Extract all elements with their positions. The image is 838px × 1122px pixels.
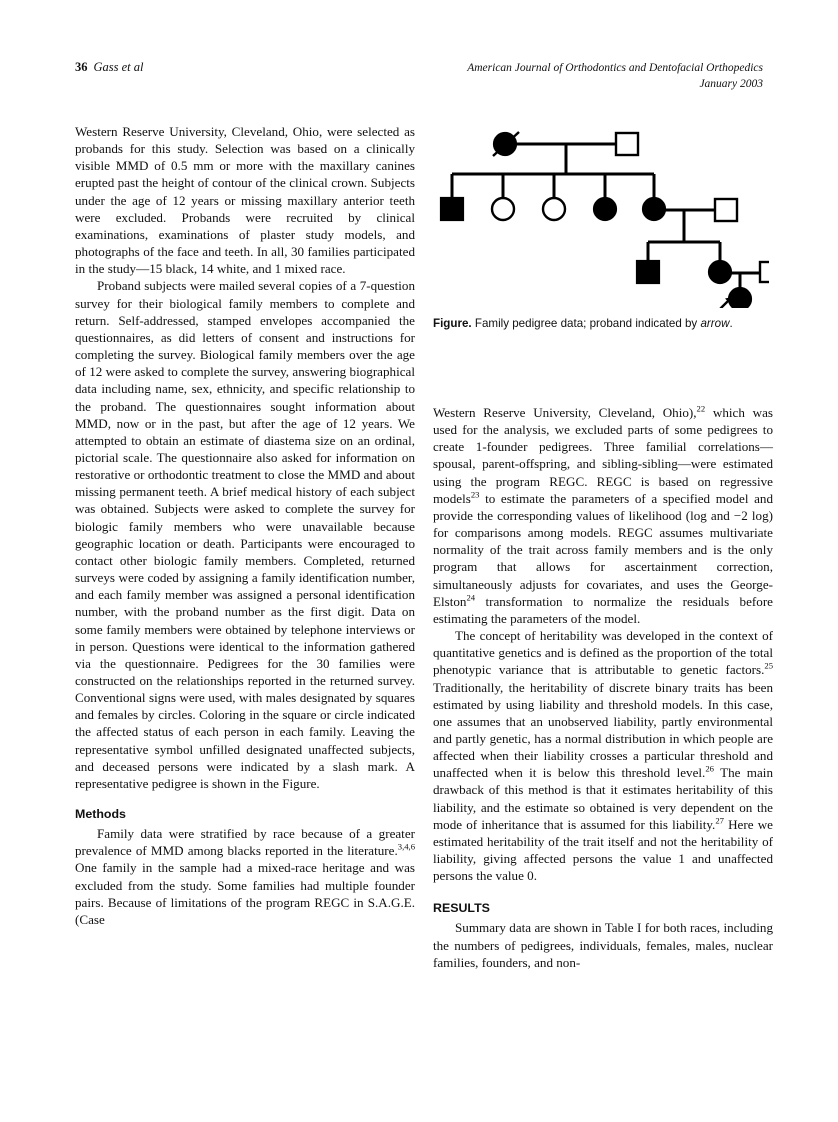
paragraph: Western Reserve University, Cleveland, Ohio, were selected as probands for this study. Selection was based on a clinically visible MMD of 0.5 mm or more with the maxillary canines erupted past the height of contour of the clinical crown. Subjects under the age of 12 years or missing maxillary anterior teeth were excluded. Probands were recruited by clinical examinations, examinations of plaster study models, and photographs of the face and teeth. In all, 30 families participated in the study—15 black, 14 white, and 1 mixed race. [75, 124, 415, 277]
citation-superscript: 26 [705, 763, 714, 774]
paragraph: Summary data are shown in Table I for both races, including the numbers of pedigrees, individuals, females, males, nuclear families, founders, and non- [433, 920, 773, 970]
paragraph-text: One family in the sample had a mixed-race heritage and was excluded from the study. Some families had multiple founder pairs. Because of limitations of the program REGC in S.A.G.E. (Case [75, 860, 415, 927]
paragraph [433, 404, 773, 627]
right-text-column [433, 404, 773, 971]
citation-superscript: 23 [470, 489, 480, 500]
pedigree-diagram [433, 118, 769, 308]
citation-superscript: 22 [696, 403, 706, 414]
symbol-affected-male-gen3 [637, 261, 659, 283]
section-heading-results: RESULTS [433, 901, 490, 916]
paragraph-text: The concept of heritability was developed in the context of quantitative genetics and is defined as the proportion of the total phenotypic variance that is attributable to genetic factors. [433, 628, 773, 678]
symbol-affected-female-gen2-a [594, 198, 616, 220]
symbol-affected-female-proband [729, 288, 751, 308]
citation-superscript: 3,4,6 [397, 841, 415, 852]
paragraph-text: which was used for the analysis, we excluded parts of some pedigrees to create 1-founder pedigrees. Three familial correlations—spousal, parent-offspring, and sibling-sibling—were estimated using the program REGC. REGC is based on regressive models [433, 405, 773, 506]
paragraph-text: to estimate the parameters of a specified model and provide the corresponding values of likelihood (log and −2 log) for comparisons among models. REGC assumes multivariate normality of the trait across family members and is the only program that allows for ascertainment correction, simultaneously adjusts for covariates, and uses the George-Elston [433, 490, 773, 609]
symbol-affected-female-gen3 [709, 261, 731, 283]
symbol-unaffected-female-gen2-b [543, 198, 565, 220]
paragraph-text: Traditionally, the heritability of discrete binary traits has been estimated by using liability and threshold models. In this case, one assumes that an unobserved liability, partly environmental and partly genetic, has a normal distribution in which people are affected when their liability crosses a particular threshold and unaffected when it is below this threshold level. [433, 679, 773, 781]
symbol-unaffected-male-gen2 [715, 199, 737, 221]
paragraph-text: Here we estimated heritability of the trait itself and not the heritability of liability, giving affected persons the value 1 and unaffected persons the value 0. [433, 816, 773, 884]
citation-superscript: 25 [764, 660, 773, 671]
figure-caption-label: Figure. [433, 317, 472, 330]
paragraph-text: Family data were stratified by race because of a greater prevalence of MMD among blacks reported in the literature. [75, 826, 415, 859]
citation-superscript: 24 [466, 592, 476, 603]
proband-arrow [719, 297, 732, 308]
symbol-unaffected-male-gen1 [616, 133, 638, 155]
section-heading-methods: Methods [75, 807, 126, 822]
running-head [75, 60, 763, 100]
paragraph-text: Western Reserve University, Cleveland, Ohio), [433, 405, 697, 420]
left-text-column [75, 123, 415, 928]
paragraph-text: transformation to normalize the residuals before estimating the parameters of the model. [433, 593, 773, 626]
paragraph [75, 825, 415, 928]
running-head-authors: Gass et al [93, 60, 144, 74]
figure-caption-text-end: . [729, 317, 733, 330]
figure-caption-emphasis: arrow [700, 317, 730, 330]
running-head-right [467, 60, 763, 92]
symbol-affected-female-gen2-b [643, 198, 665, 220]
citation-superscript: 27 [715, 815, 724, 826]
page-number: 36 [75, 60, 88, 74]
symbol-unaffected-male-gen3 [760, 262, 769, 282]
running-head-left [75, 60, 144, 75]
figure-block [433, 118, 773, 331]
figure-caption [433, 316, 773, 331]
paragraph: Proband subjects were mailed several copies of a 7-question survey for their biological family members to complete and return. Self-addressed, stamped envelopes accompanied the questionnaires, as did letters of consent and instructions for completing the survey. Biological family members over the age of 12 were asked to complete the survey, answering biographical data including name, sex, ethnicity, and specific relationship to the proband. The questionnaires sought information about MMD, now or in the past, but after the age of 12 years. We attempted to obtain an estimate of diastema size on an ordinal, pictorial scale. The questionnaire also asked for information on restorative or orthodontic treatment to close the MMD and about missing permanent teeth. A brief medical history of each subject was obtained. Subjects were asked to complete the survey for biologic family members who were unavailable because geographic location or death. Participants were encouraged to contact other biologic family members. Completed, returned surveys were coded by assigning a family identification number, and each family member was assigned a personal identification number, with the proband number as the first digit. Data on some family members were obtained by telephone interviews or in person. Questions were identical to the information gathered via the questionnaire. Pedigrees for the 30 families were constructed on the relationships reported in the returned survey. Conventional signs were used, with males designated by squares and females by circles. Coloring in the square or circle indicated the affected status of each person in each family. Leaving the representative symbol unfilled designated unaffected subjects, and deceased persons were indicated by a slash mark. A representative pedigree is shown in the Figure. [75, 278, 415, 791]
symbol-affected-male-gen2-a [441, 198, 463, 220]
paragraph-text: The main drawback of this method is that it estimates heritability of this liability, and the estimate so obtained is very dependent on the mode of inheritance that is assumed for this liability. [433, 765, 773, 832]
journal-title: American Journal of Orthodontics and Dentofacial Orthopedics [467, 62, 763, 74]
paragraph [433, 627, 773, 884]
issue-date: January 2003 [699, 78, 763, 90]
figure-caption-text: Family pedigree data; proband indicated by [471, 317, 701, 330]
symbol-unaffected-female-gen2-a [492, 198, 514, 220]
